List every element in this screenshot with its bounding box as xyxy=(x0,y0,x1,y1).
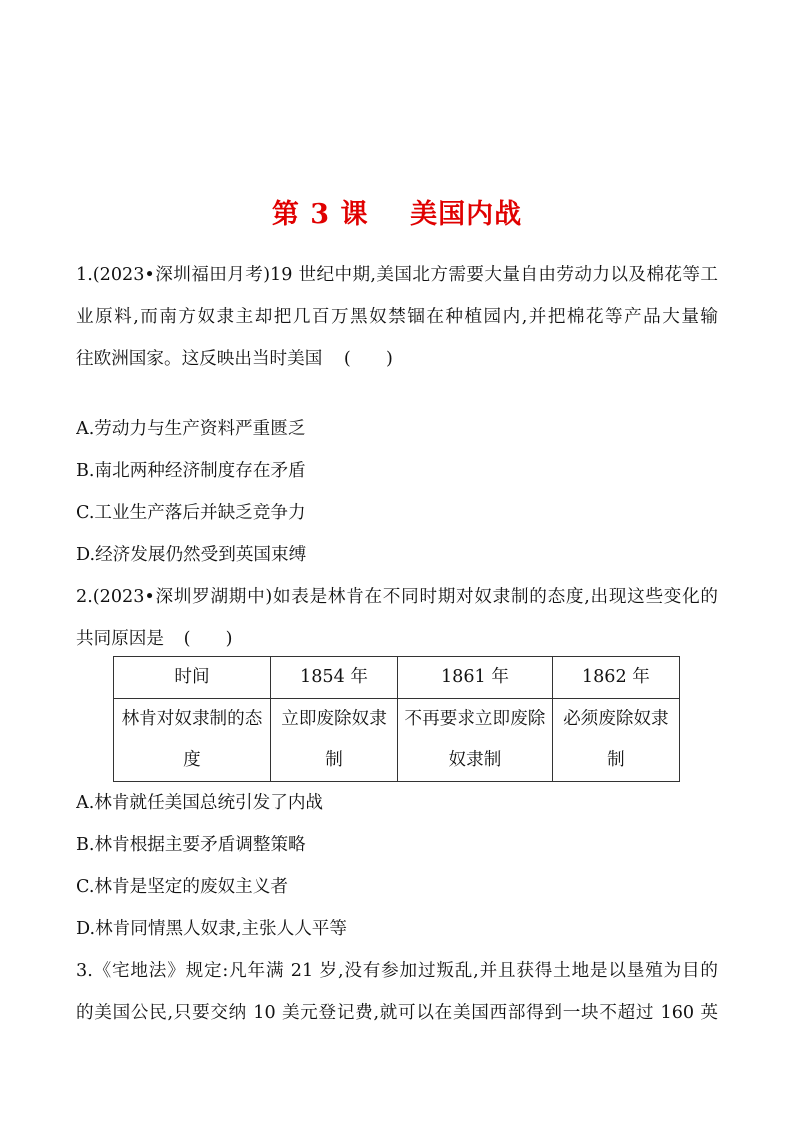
table-header-row xyxy=(114,657,680,699)
page-title: 第 3 课 美国内战 xyxy=(271,199,523,230)
q2-line-1: 2.(2023•深圳罗湖期中)如表是林肯在不同时期对奴隶制的态度,出现这些变化的 xyxy=(76,587,718,607)
table-header-cell: 1862 年 xyxy=(552,657,679,699)
q1-answer-paren: ( ) xyxy=(343,349,393,369)
table-cell: 立即废除奴隶制 xyxy=(270,699,397,782)
table-header-cell: 1854 年 xyxy=(270,657,397,699)
q1-line-1: 1.(2023•深圳福田月考)19 世纪中期,美国北方需要大量自由劳动力以及棉花等工 xyxy=(76,265,718,285)
q1-option-a: A.劳动力与生产资料严重匮乏 xyxy=(76,419,306,439)
q2-option-d: D.林肯同情黑人奴隶,主张人人平等 xyxy=(76,919,347,939)
q1-line-3 xyxy=(76,347,718,371)
q2-stem-end: 共同原因是 xyxy=(76,629,164,649)
table-cell: 不再要求立即废除奴隶制 xyxy=(398,699,553,782)
q2-answer-paren: ( ) xyxy=(183,629,233,649)
table-cell: 林肯对奴隶制的态度 xyxy=(114,699,271,782)
q3-line-1: 3.《宅地法》规定:凡年满 21 岁,没有参加过叛乱,并且获得土地是以垦殖为目的 xyxy=(76,961,718,981)
lincoln-attitude-table xyxy=(113,656,680,782)
q2-option-b: B.林肯根据主要矛盾调整策略 xyxy=(76,835,306,855)
q1-line-2: 业原料,而南方奴隶主却把几百万黑奴禁锢在种植园内,并把棉花等产品大量输 xyxy=(76,307,718,327)
table-row xyxy=(114,699,680,782)
table-header-cell: 1861 年 xyxy=(398,657,553,699)
q2-option-a: A.林肯就任美国总统引发了内战 xyxy=(76,793,324,813)
q1-stem-end: 往欧洲国家。这反映出当时美国 xyxy=(76,349,323,369)
q2-line-2 xyxy=(76,627,718,651)
q1-option-c: C.工业生产落后并缺乏竞争力 xyxy=(76,503,306,523)
q2-option-c: C.林肯是坚定的废奴主义者 xyxy=(76,877,288,897)
q1-option-b: B.南北两种经济制度存在矛盾 xyxy=(76,461,306,481)
q1-option-d: D.经济发展仍然受到英国束缚 xyxy=(76,545,307,565)
table-cell: 必须废除奴隶制 xyxy=(552,699,679,782)
table-header-cell: 时间 xyxy=(114,657,271,699)
q3-line-2: 的美国公民,只要交纳 10 美元登记费,就可以在美国西部得到一块不超过 160 英 xyxy=(76,1003,718,1023)
